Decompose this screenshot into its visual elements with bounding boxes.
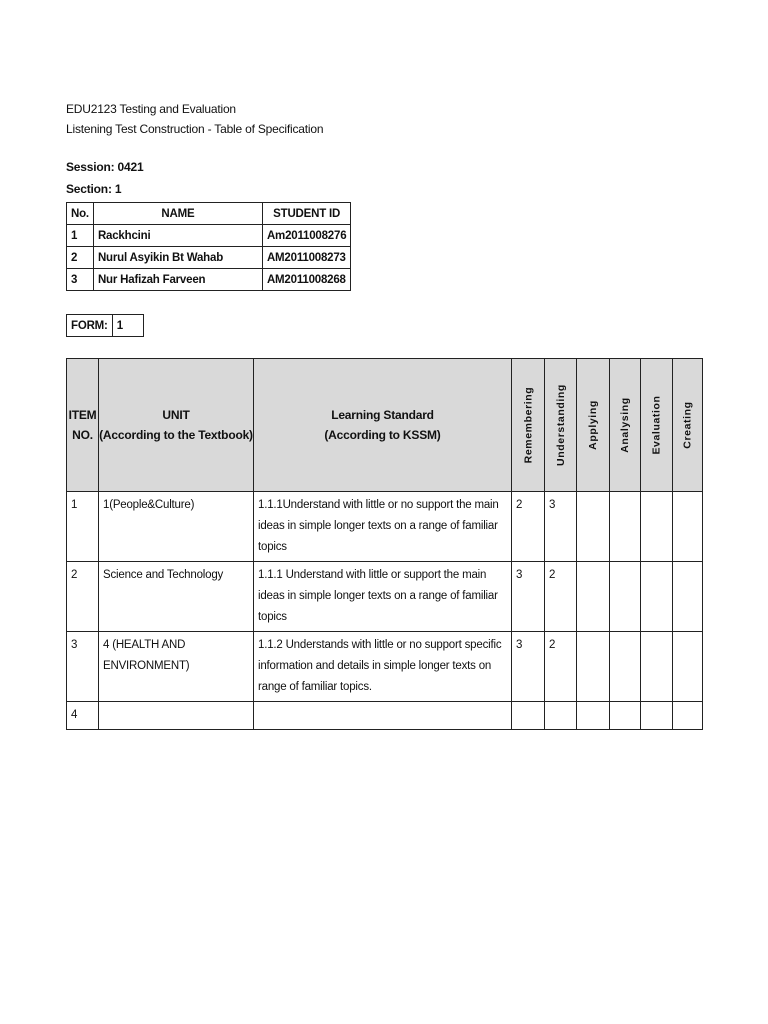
header-applying: Applying: [577, 359, 610, 492]
level-applying: [577, 492, 610, 562]
header-evaluation: Evaluation: [641, 359, 673, 492]
level-creating: [673, 702, 703, 730]
table-row: [67, 562, 703, 632]
table-row: [67, 632, 703, 702]
course-title: EDU2123 Testing and Evaluation: [66, 102, 236, 116]
form-box: [66, 314, 144, 337]
item-no: 2: [67, 562, 99, 632]
session-label: Session: 0421: [66, 160, 144, 174]
unit: [99, 702, 254, 730]
header-ls-line1: Learning Standard: [331, 408, 434, 422]
students-header-row: [67, 203, 351, 225]
level-creating: [673, 492, 703, 562]
header-item-line1: ITEM: [68, 408, 97, 422]
level-creating: [673, 632, 703, 702]
header-ls-line2: (According to KSSM): [324, 428, 441, 442]
col-header-no: No.: [67, 203, 94, 225]
form-label: FORM:: [67, 315, 113, 337]
header-item-line2: NO.: [72, 428, 93, 442]
level-creating: [673, 562, 703, 632]
document-subtitle: Listening Test Construction - Table of Specification: [66, 122, 324, 136]
section-label: Section: 1: [66, 182, 122, 196]
form-value: 1: [112, 315, 143, 337]
student-id: AM2011008268: [262, 269, 350, 291]
level-applying: [577, 562, 610, 632]
level-analysing: [610, 492, 641, 562]
unit: Science and Technology: [99, 562, 254, 632]
level-evaluation: [641, 492, 673, 562]
header-creating: Creating: [673, 359, 703, 492]
level-applying: [577, 702, 610, 730]
student-no: 1: [67, 225, 94, 247]
student-name: Nur Hafizah Farveen: [93, 269, 262, 291]
header-understanding: Understanding: [545, 359, 577, 492]
level-remembering: [512, 702, 545, 730]
level-analysing: [610, 632, 641, 702]
item-no: 1: [67, 492, 99, 562]
level-understanding: [545, 702, 577, 730]
col-header-student-id: STUDENT ID: [262, 203, 350, 225]
learning-standard: 1.1.1Understand with little or no support the main ideas in simple longer texts on a range of familiar topics: [254, 492, 512, 562]
student-id: AM2011008273: [262, 247, 350, 269]
student-no: 3: [67, 269, 94, 291]
unit: 4 (HEALTH AND ENVIRONMENT): [99, 632, 254, 702]
student-name: Nurul Asyikin Bt Wahab: [93, 247, 262, 269]
student-id: Am2011008276: [262, 225, 350, 247]
student-name: Rackhcini: [93, 225, 262, 247]
level-analysing: [610, 702, 641, 730]
item-no: 4: [67, 702, 99, 730]
unit: 1(People&Culture): [99, 492, 254, 562]
header-unit-line1: UNIT: [162, 408, 190, 422]
student-row: [67, 247, 351, 269]
student-no: 2: [67, 247, 94, 269]
level-applying: [577, 632, 610, 702]
specification-table: [66, 358, 703, 730]
level-remembering: 2: [512, 492, 545, 562]
col-header-name: NAME: [93, 203, 262, 225]
level-understanding: 2: [545, 562, 577, 632]
item-no: 3: [67, 632, 99, 702]
level-evaluation: [641, 702, 673, 730]
header-analysing: Analysing: [610, 359, 641, 492]
student-row: [67, 269, 351, 291]
header-remembering: Remembering: [512, 359, 545, 492]
header-item-no: [67, 359, 99, 492]
learning-standard: [254, 702, 512, 730]
table-row: [67, 702, 703, 730]
level-understanding: 2: [545, 632, 577, 702]
level-remembering: 3: [512, 562, 545, 632]
level-evaluation: [641, 562, 673, 632]
learning-standard: 1.1.2 Understands with little or no support specific information and details in simple longer texts on range of familiar topics.: [254, 632, 512, 702]
level-understanding: 3: [545, 492, 577, 562]
students-table: [66, 202, 351, 291]
header-unit: [99, 359, 254, 492]
header-unit-line2: (According to the Textbook): [99, 428, 253, 442]
learning-standard: 1.1.1 Understand with little or support the main ideas in simple longer texts on a range of familiar topics: [254, 562, 512, 632]
level-evaluation: [641, 632, 673, 702]
student-row: [67, 225, 351, 247]
spec-header-row: [67, 359, 703, 492]
level-remembering: 3: [512, 632, 545, 702]
table-row: [67, 492, 703, 562]
header-learning-standard: [254, 359, 512, 492]
level-analysing: [610, 562, 641, 632]
